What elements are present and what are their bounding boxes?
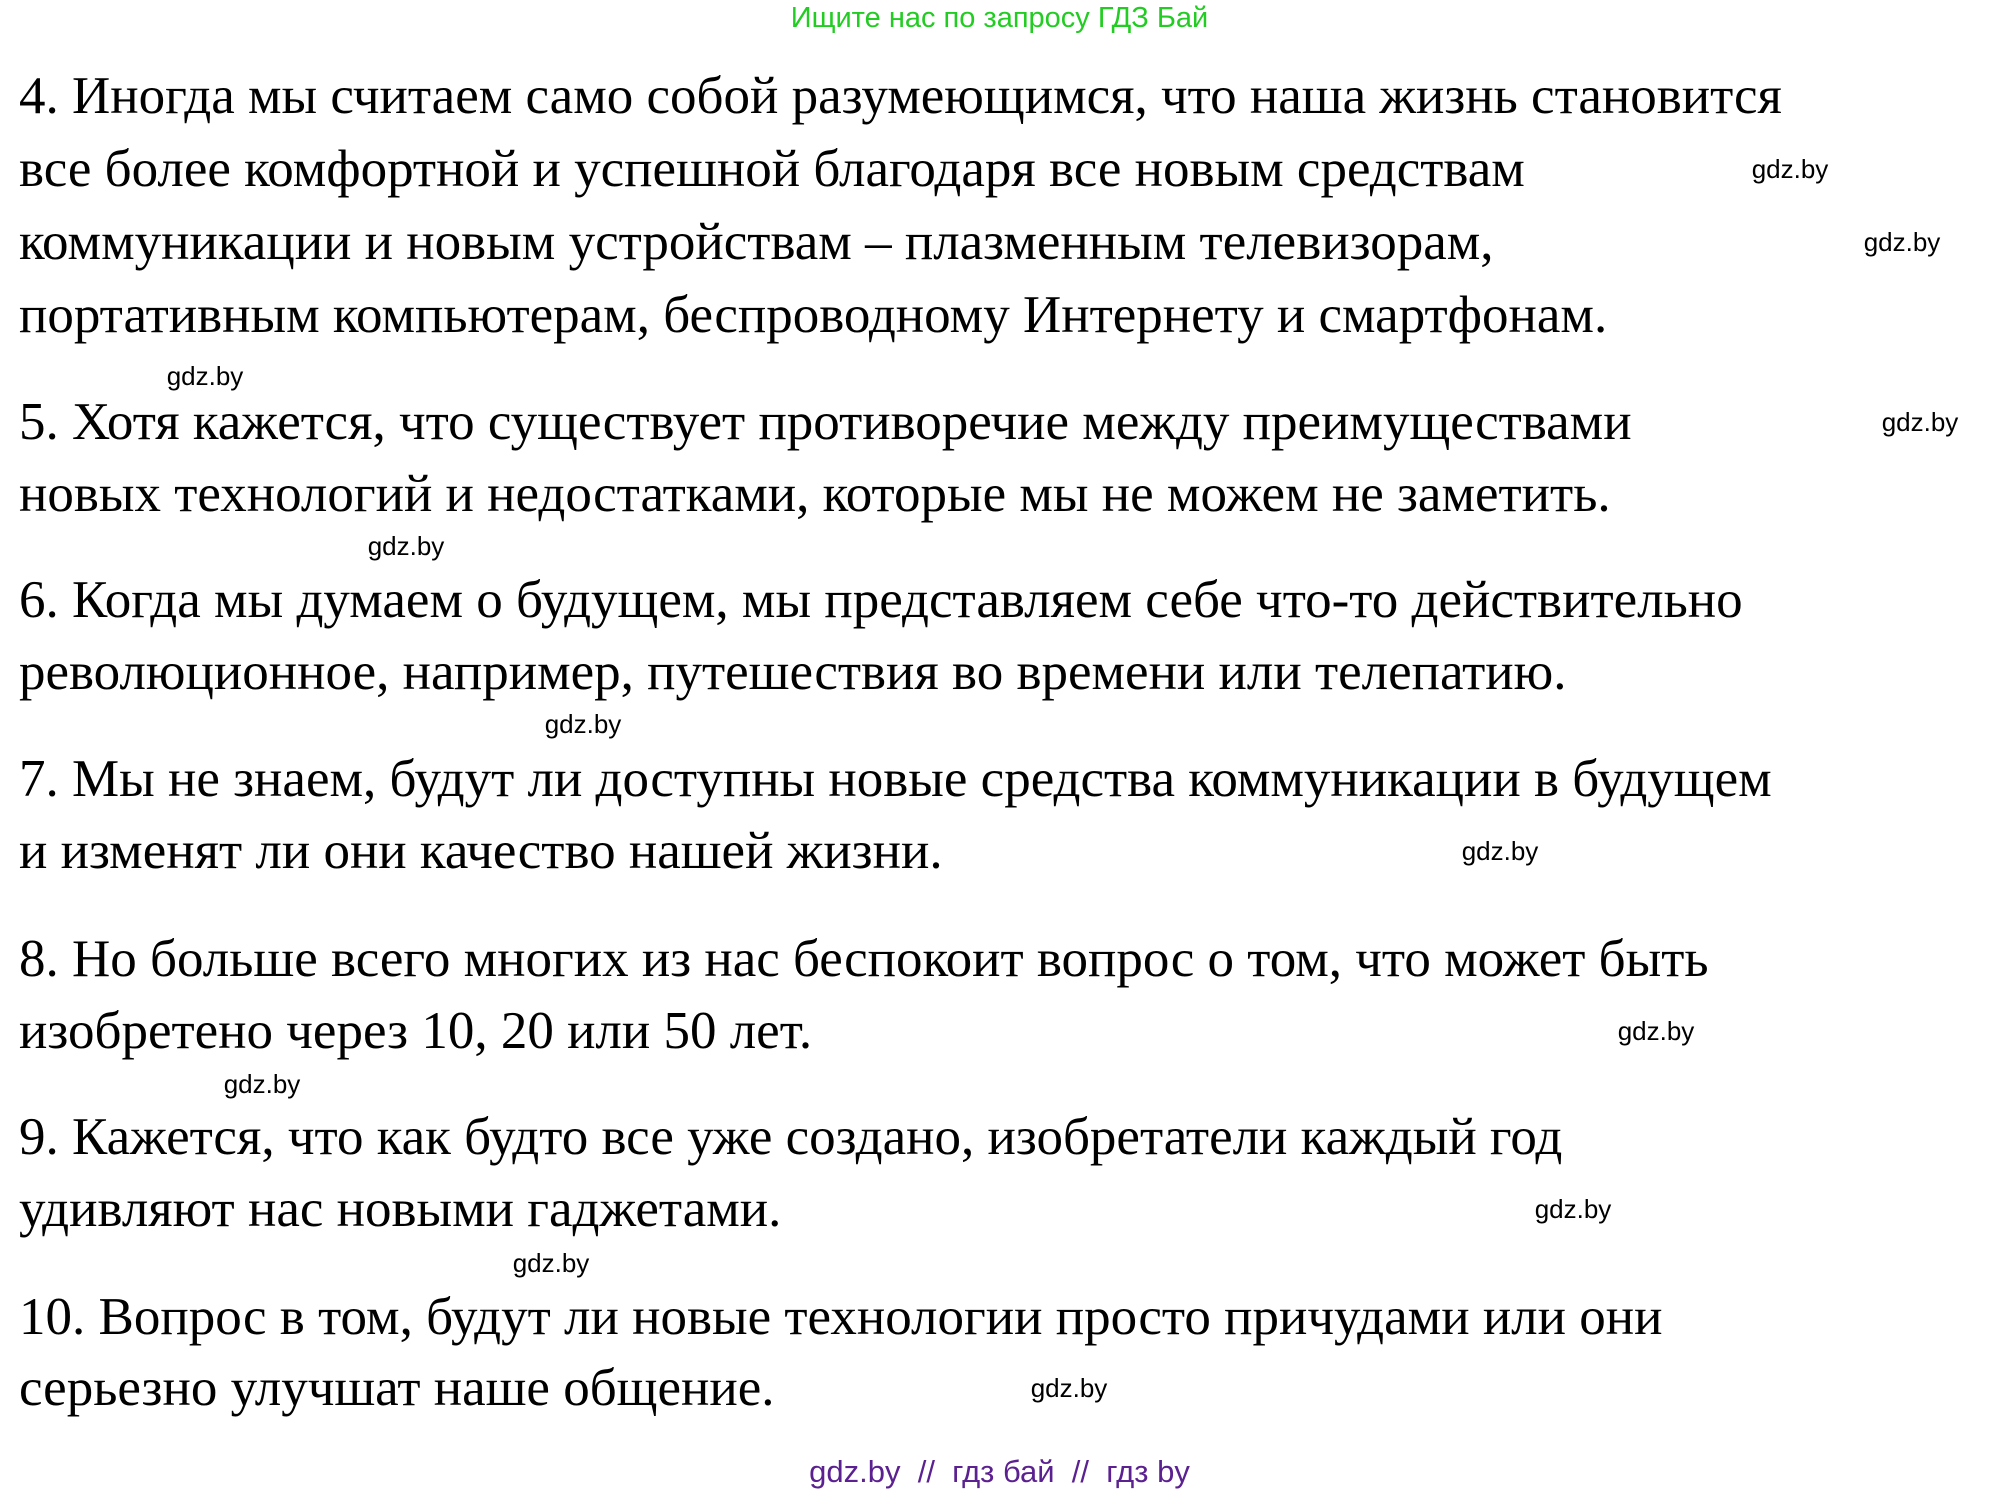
text-line: революционное, например, путешествия во времени или телепатию.	[19, 643, 1567, 701]
text-line: портативным компьютерам, беспроводному Интернету и смартфонам.	[19, 286, 1608, 344]
watermark: gdz.by	[1461, 836, 1539, 866]
footer-links: gdz.by // гдз бай // гдз by	[809, 1454, 1190, 1489]
text-line: 7. Мы не знаем, будут ли доступны новые средства коммуникации в будущем	[19, 750, 1772, 808]
watermark: gdz.by	[1030, 1373, 1108, 1403]
text-line: 8. Но больше всего многих из нас беспокоит вопрос о том, что может быть	[19, 930, 1709, 988]
watermark: gdz.by	[512, 1248, 590, 1278]
text-line: 6. Когда мы думаем о будущем, мы представляем себе что-то действительно	[19, 571, 1743, 629]
text-line: 9. Кажется, что как будто все уже создано, изобретатели каждый год	[19, 1108, 1563, 1166]
text-line: серьезно улучшат наше общение.	[19, 1359, 775, 1417]
watermark: gdz.by	[367, 531, 445, 561]
text-line: и изменят ли они качество нашей жизни.	[19, 822, 943, 880]
watermark: gdz.by	[166, 361, 244, 391]
search-hint-banner: Ищите нас по запросу ГДЗ Бай	[790, 2, 1209, 34]
watermark: gdz.by	[1881, 407, 1959, 437]
text-line: коммуникации и новым устройствам – плазменным телевизорам,	[19, 213, 1494, 271]
watermark: gdz.by	[544, 709, 622, 739]
watermark: gdz.by	[1534, 1194, 1612, 1224]
text-line: удивляют нас новыми гаджетами.	[19, 1180, 782, 1238]
text-line: новых технологий и недостатками, которые мы не можем не заметить.	[19, 465, 1611, 523]
text-line: 10. Вопрос в том, будут ли новые технологии просто причудами или они	[19, 1288, 1663, 1346]
text-line: изобретено через 10, 20 или 50 лет.	[19, 1002, 813, 1060]
text-line: все более комфортной и успешной благодаря все новым средствам	[19, 140, 1525, 198]
watermark: gdz.by	[223, 1069, 301, 1099]
watermark: gdz.by	[1617, 1016, 1695, 1046]
text-line: 5. Хотя кажется, что существует противоречие между преимуществами	[19, 393, 1632, 451]
watermark: gdz.by	[1863, 227, 1941, 257]
watermark: gdz.by	[1751, 154, 1829, 184]
text-line: 4. Иногда мы считаем само собой разумеющимся, что наша жизнь становится	[19, 67, 1782, 125]
